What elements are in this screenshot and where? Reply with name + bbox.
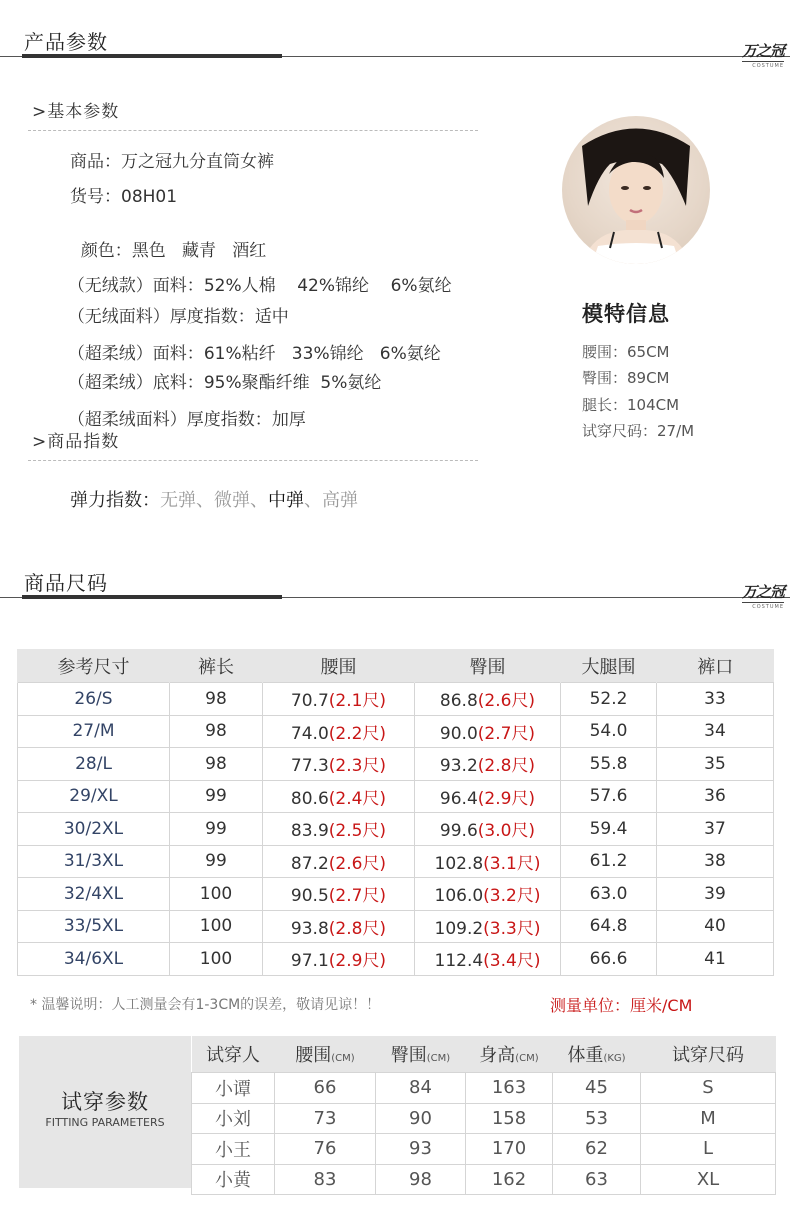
fitting-title-panel bbox=[19, 1036, 191, 1188]
product-index-heading: >商品指数 bbox=[32, 432, 120, 452]
param-row-sku: 货号：08H01 bbox=[70, 187, 178, 207]
measurement-note: * 温馨说明：人工测量会有1-3CM的误差，敬请见谅！！ bbox=[30, 997, 381, 1013]
model-portrait-icon bbox=[562, 116, 710, 264]
brand-logo: 万之冠 COSTUME bbox=[741, 583, 784, 610]
fitting-title: 试穿参数 bbox=[61, 1090, 149, 1114]
table-row: 29/XL 99 80.6(2.4尺) 96.4(2.9尺) 57.6 36 bbox=[18, 780, 774, 813]
param-row-color: 颜色：黑色 藏青 酒红 bbox=[80, 241, 267, 261]
header-thigh: 大腿围 bbox=[561, 649, 657, 683]
dashed-divider bbox=[28, 460, 478, 461]
elastic-option-high: 高弹 bbox=[322, 490, 358, 511]
table-row: 小刘 73 90 158 53 M bbox=[192, 1103, 776, 1134]
param-row-fabric-fleece: （超柔绒）面料：61%粘纤 33%锦纶 6%氨纶 bbox=[67, 344, 441, 364]
table-row: 27/M 98 74.0(2.2尺) 90.0(2.7尺) 54.0 34 bbox=[18, 715, 774, 748]
header-hem: 裤口 bbox=[657, 649, 774, 683]
section-divider-accent bbox=[22, 595, 282, 599]
header-size: 参考尺寸 bbox=[18, 649, 170, 683]
model-photo bbox=[562, 116, 710, 264]
model-hip: 臀围：89CM bbox=[582, 369, 670, 387]
header-waist: 腰围 bbox=[263, 649, 415, 683]
elastic-option-medium: 中弹 bbox=[268, 490, 304, 511]
param-row-fabric-plain: （无绒款）面料：52%人棉 42%锦纶 6%氨纶 bbox=[67, 276, 452, 296]
table-row: 32/4XL 100 90.5(2.7尺) 106.0(3.2尺) 63.0 39 bbox=[18, 878, 774, 911]
table-row: 33/5XL 100 93.8(2.8尺) 109.2(3.3尺) 64.8 40 bbox=[18, 910, 774, 943]
header-length: 裤长 bbox=[170, 649, 263, 683]
table-row: 30/2XL 99 83.9(2.5尺) 99.6(3.0尺) 59.4 37 bbox=[18, 813, 774, 846]
model-leg-length: 腿长：104CM bbox=[582, 396, 680, 414]
fitting-subtitle: FITTING PARAMETERS bbox=[45, 1116, 165, 1129]
section-divider-accent bbox=[22, 54, 282, 58]
param-row-base-fleece: （超柔绒）底料：95%聚酯纤维 5%氨纶 bbox=[67, 373, 382, 393]
model-waist: 腰围：65CM bbox=[582, 343, 670, 361]
header-hip: 臀围 bbox=[415, 649, 561, 683]
fitting-table bbox=[191, 1036, 776, 1195]
fitting-parameters bbox=[19, 1036, 775, 1192]
elastic-option-none: 无弹 bbox=[160, 490, 196, 511]
table-row: 31/3XL 99 87.2(2.6尺) 102.8(3.1尺) 61.2 38 bbox=[18, 845, 774, 878]
model-info-title: 模特信息 bbox=[582, 302, 670, 326]
param-row-thickness-plain: （无绒面料）厚度指数：适中 bbox=[67, 307, 289, 327]
elastic-option-slight: 微弹 bbox=[214, 490, 250, 511]
fitting-table-header: 试穿人 腰围(CM) 臀围(CM) 身高(CM) 体重(KG) 试穿尺码 bbox=[192, 1036, 776, 1073]
elasticity-index: 弹力指数：无弹、微弹、中弹、高弹 bbox=[70, 490, 358, 511]
measurement-unit: 测量单位：厘米/CM bbox=[550, 996, 693, 1015]
param-row-thickness-fleece: （超柔绒面料）厚度指数：加厚 bbox=[67, 410, 306, 430]
table-row: 小王 76 93 170 62 L bbox=[192, 1134, 776, 1165]
param-row-product: 商品：万之冠九分直筒女裤 bbox=[70, 152, 274, 172]
table-row: 26/S 98 70.7(2.1尺) 86.8(2.6尺) 52.2 33 bbox=[18, 683, 774, 716]
model-fit-size: 试穿尺码：27/M bbox=[582, 422, 695, 440]
table-row: 小谭 66 84 163 45 S bbox=[192, 1073, 776, 1104]
brand-logo: 万之冠 COSTUME bbox=[741, 42, 784, 69]
section-title-size: 商品尺码 bbox=[24, 571, 108, 595]
section-title-params: 产品参数 bbox=[24, 30, 108, 54]
basic-params-heading: >基本参数 bbox=[32, 102, 120, 122]
table-row: 小黄 83 98 162 63 XL bbox=[192, 1164, 776, 1195]
size-table-header bbox=[18, 649, 774, 683]
dashed-divider bbox=[28, 130, 478, 131]
table-row: 28/L 98 77.3(2.3尺) 93.2(2.8尺) 55.8 35 bbox=[18, 748, 774, 781]
table-row: 34/6XL 100 97.1(2.9尺) 112.4(3.4尺) 66.6 41 bbox=[18, 943, 774, 976]
size-table bbox=[17, 649, 774, 976]
